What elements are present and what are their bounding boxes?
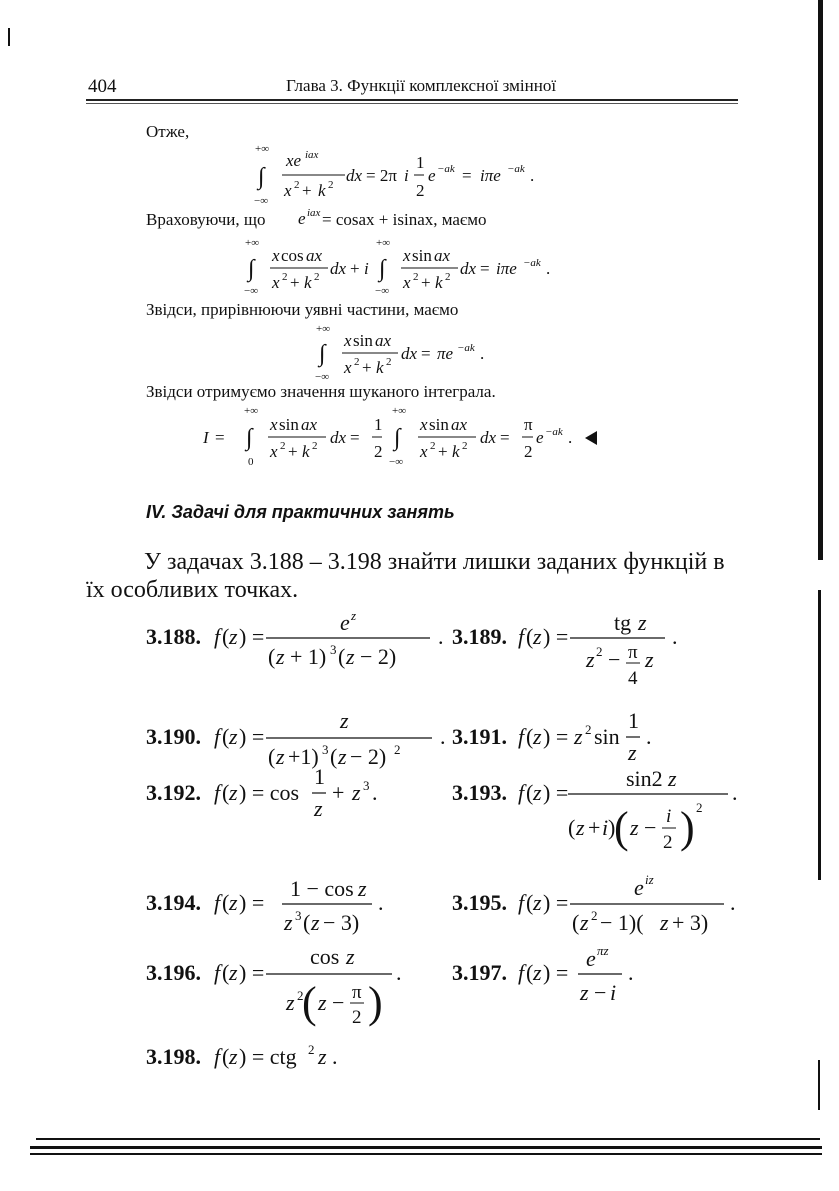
- svg-text:dx: dx: [346, 166, 363, 185]
- formula-integral-4: [202, 405, 597, 468]
- svg-text:x: x: [270, 442, 278, 461]
- svg-text:x: x: [270, 415, 278, 434]
- svg-text:+: +: [290, 273, 300, 292]
- svg-text:i: i: [666, 806, 672, 827]
- formula-euler-exp: [298, 207, 321, 228]
- svg-text:(: (: [526, 624, 534, 649]
- svg-text:= 2π: = 2π: [366, 166, 397, 185]
- bottom-rule-3: [30, 1153, 822, 1155]
- svg-text:2: 2: [308, 1042, 315, 1057]
- svg-text:z: z: [580, 980, 589, 1005]
- svg-text:x: x: [272, 273, 280, 292]
- svg-text:x: x: [420, 415, 428, 434]
- svg-text:f: f: [214, 780, 221, 805]
- svg-text:2: 2: [394, 742, 401, 757]
- svg-text:z: z: [630, 815, 639, 840]
- svg-text:f: f: [214, 890, 221, 915]
- svg-text:−∞: −∞: [375, 285, 390, 297]
- svg-text:(: (: [526, 890, 534, 915]
- svg-text:+ 3): + 3): [672, 910, 709, 935]
- svg-text:f: f: [214, 624, 221, 649]
- svg-text:2: 2: [524, 442, 533, 461]
- svg-text:(: (: [268, 644, 276, 669]
- svg-text:1: 1: [314, 764, 325, 789]
- bottom-rule-2: [30, 1146, 822, 1149]
- problem-3-198: [146, 1042, 338, 1069]
- svg-text:2: 2: [445, 271, 451, 283]
- chapter-title: Глава 3. Функції комплексної змінної: [286, 76, 557, 95]
- svg-text:∫: ∫: [258, 164, 265, 190]
- text-otzhe: Отже,: [146, 122, 190, 141]
- svg-text:.: .: [646, 724, 652, 749]
- svg-text:−: −: [644, 815, 657, 840]
- svg-text:−∞: −∞: [315, 371, 330, 383]
- svg-text:2: 2: [280, 440, 286, 452]
- svg-text:+: +: [288, 442, 298, 461]
- svg-text:f: f: [518, 890, 525, 915]
- svg-text:ax: ax: [434, 246, 451, 265]
- svg-text:sin: sin: [279, 415, 299, 434]
- svg-text:3.191.: 3.191.: [452, 724, 507, 749]
- svg-text:−∞: −∞: [244, 285, 259, 297]
- svg-text:3: 3: [295, 908, 302, 923]
- svg-text:k: k: [376, 358, 384, 377]
- svg-text:z: z: [229, 1044, 238, 1069]
- svg-text:3.192.: 3.192.: [146, 780, 201, 805]
- svg-text:f: f: [214, 960, 221, 985]
- svg-text:3.193.: 3.193.: [452, 780, 507, 805]
- svg-text:e: e: [340, 610, 350, 635]
- svg-text:− 3): − 3): [323, 910, 360, 935]
- svg-text:2: 2: [663, 832, 673, 853]
- svg-text:z: z: [276, 744, 285, 769]
- svg-text:2: 2: [374, 442, 383, 461]
- svg-text:ax: ax: [375, 331, 392, 350]
- svg-text:sin: sin: [353, 331, 373, 350]
- problem-3-192: [146, 764, 378, 821]
- svg-text:i: i: [610, 980, 617, 1005]
- text-vrakhovuiuchy: Враховуючи, що: [146, 210, 266, 229]
- svg-text:=: =: [421, 344, 431, 363]
- svg-text:z: z: [340, 708, 349, 733]
- svg-text:k: k: [452, 442, 460, 461]
- problem-3-197: [452, 943, 634, 1005]
- text-zvidsy-1: Звідси, прирівнюючи уявні частини, маємо: [146, 300, 459, 319]
- svg-text:=: =: [462, 166, 472, 185]
- svg-text:2: 2: [352, 1007, 362, 1028]
- svg-text:+∞: +∞: [244, 405, 259, 417]
- svg-text:2: 2: [314, 271, 320, 283]
- svg-text:π: π: [524, 415, 533, 434]
- page-number: 404: [88, 76, 117, 97]
- problems-intro: [86, 548, 746, 604]
- svg-text:.: .: [530, 166, 535, 185]
- svg-text:2: 2: [416, 181, 425, 200]
- svg-text:1: 1: [416, 153, 425, 172]
- svg-text:z: z: [229, 780, 238, 805]
- svg-text:∫: ∫: [248, 256, 255, 282]
- svg-text:− 1)(: − 1)(: [600, 910, 644, 935]
- svg-text:(: (: [614, 803, 629, 852]
- svg-text:f: f: [518, 960, 525, 985]
- svg-text:) =: ) =: [543, 724, 569, 749]
- svg-text:3.195.: 3.195.: [452, 890, 507, 915]
- svg-text:1: 1: [628, 708, 639, 733]
- svg-text:−: −: [608, 647, 621, 672]
- svg-text:−∞: −∞: [254, 195, 269, 207]
- svg-text:z: z: [628, 740, 637, 765]
- svg-text:z: z: [338, 744, 347, 769]
- svg-text:(: (: [222, 1044, 230, 1069]
- svg-text:I: I: [203, 428, 209, 447]
- svg-text:(: (: [302, 978, 317, 1027]
- svg-text:−ak: −ak: [523, 257, 541, 269]
- svg-text:(: (: [222, 960, 230, 985]
- svg-text:z: z: [586, 647, 595, 672]
- svg-text:) =: ) =: [543, 780, 569, 805]
- svg-text:z: z: [284, 910, 293, 935]
- svg-text:π: π: [628, 642, 638, 663]
- svg-text:1 − cos: 1 − cos: [290, 876, 354, 901]
- svg-text:z: z: [276, 644, 285, 669]
- svg-text:z: z: [533, 960, 542, 985]
- svg-text:x: x: [284, 181, 292, 200]
- svg-text:(: (: [303, 910, 311, 935]
- svg-text:x: x: [344, 358, 352, 377]
- svg-text:2: 2: [354, 356, 360, 368]
- svg-text:z: z: [229, 890, 238, 915]
- svg-text:e: e: [428, 166, 436, 185]
- svg-text:(: (: [222, 724, 230, 749]
- svg-text:.: .: [372, 780, 378, 805]
- svg-text:πz: πz: [597, 943, 609, 958]
- svg-text:k: k: [302, 442, 310, 461]
- svg-text:+: +: [438, 442, 448, 461]
- svg-text:=: =: [480, 259, 490, 278]
- svg-text:xe: xe: [286, 151, 302, 170]
- svg-text:z: z: [229, 960, 238, 985]
- svg-text:f: f: [518, 780, 525, 805]
- svg-text:z: z: [352, 780, 361, 805]
- svg-text:sin: sin: [594, 724, 620, 749]
- svg-text:): ): [608, 815, 616, 840]
- svg-text:f: f: [518, 624, 525, 649]
- svg-text:(: (: [330, 744, 338, 769]
- svg-text:f: f: [214, 1044, 221, 1069]
- svg-text:=: =: [350, 428, 360, 447]
- formula-integral-1: [254, 143, 534, 207]
- svg-text:sin2: sin2: [626, 766, 663, 791]
- svg-text:sin: sin: [429, 415, 449, 434]
- svg-text:+∞: +∞: [255, 143, 270, 155]
- svg-text:dx: dx: [330, 259, 347, 278]
- svg-text:z: z: [286, 990, 295, 1015]
- svg-text:2: 2: [294, 179, 300, 191]
- svg-text:f: f: [518, 724, 525, 749]
- svg-text:dx: dx: [460, 259, 477, 278]
- svg-text:): ): [368, 978, 383, 1027]
- svg-text:ax: ax: [451, 415, 468, 434]
- svg-text:z: z: [533, 890, 542, 915]
- svg-text:(: (: [222, 780, 230, 805]
- svg-text:− 2): − 2): [360, 644, 397, 669]
- svg-text:z: z: [346, 644, 355, 669]
- svg-text:2: 2: [312, 440, 318, 452]
- svg-text:=: =: [215, 428, 225, 447]
- svg-text:.: .: [438, 624, 444, 649]
- svg-text:iπe: iπe: [496, 259, 517, 278]
- svg-text:∫: ∫: [379, 256, 386, 282]
- svg-text:3.190.: 3.190.: [146, 724, 201, 749]
- svg-text:.: .: [628, 960, 634, 985]
- svg-text:i: i: [364, 259, 369, 278]
- svg-text:iax: iax: [307, 207, 321, 219]
- svg-text:z: z: [576, 815, 585, 840]
- svg-text:2: 2: [413, 271, 419, 283]
- svg-text:z: z: [533, 624, 542, 649]
- svg-text:(: (: [526, 780, 534, 805]
- svg-text:) =: ) =: [239, 724, 265, 749]
- svg-text:−ak: −ak: [507, 163, 525, 175]
- svg-text:−ak: −ak: [437, 163, 455, 175]
- svg-text:iax: iax: [305, 149, 319, 161]
- svg-text:x: x: [403, 273, 411, 292]
- svg-text:+1): +1): [288, 744, 319, 769]
- svg-text:k: k: [435, 273, 443, 292]
- svg-text:.: .: [396, 960, 402, 985]
- svg-text:∫: ∫: [394, 425, 401, 451]
- svg-text:2: 2: [282, 271, 288, 283]
- svg-text:e: e: [536, 428, 544, 447]
- svg-text:z: z: [638, 610, 647, 635]
- svg-text:3.197.: 3.197.: [452, 960, 507, 985]
- svg-text:) = cos: ) = cos: [239, 780, 300, 805]
- svg-text:−: −: [594, 980, 607, 1005]
- svg-text:z: z: [318, 1044, 327, 1069]
- svg-text:(: (: [526, 724, 534, 749]
- svg-text:2: 2: [386, 356, 392, 368]
- svg-text:z: z: [574, 724, 583, 749]
- svg-text:(: (: [568, 815, 576, 840]
- text-euler: = cosax + isinax, маємо: [322, 210, 487, 229]
- svg-text:f: f: [214, 724, 221, 749]
- svg-text:e: e: [634, 875, 644, 900]
- problem-3-188: [146, 608, 444, 669]
- svg-text:3.188.: 3.188.: [146, 624, 201, 649]
- svg-text:.: .: [378, 890, 384, 915]
- problem-3-195: [452, 872, 736, 935]
- svg-text:− 2): − 2): [350, 744, 387, 769]
- problem-3-189: [452, 610, 678, 689]
- svg-text:cos: cos: [310, 944, 340, 969]
- svg-text:z: z: [533, 724, 542, 749]
- svg-text:∫: ∫: [319, 341, 326, 367]
- svg-text:3: 3: [322, 742, 329, 757]
- svg-text:) =: ) =: [239, 624, 265, 649]
- svg-text:+∞: +∞: [245, 237, 260, 249]
- svg-text:.: .: [440, 724, 446, 749]
- svg-text:+∞: +∞: [316, 323, 331, 335]
- svg-text:e: e: [586, 946, 596, 971]
- svg-text:2: 2: [297, 988, 304, 1003]
- svg-text:2: 2: [591, 908, 598, 923]
- svg-text:(: (: [222, 890, 230, 915]
- text-zvidsy-2: Звідси отримуємо значення шуканого інтеграла.: [146, 382, 496, 401]
- svg-text:3: 3: [363, 778, 370, 793]
- svg-text:z: z: [358, 876, 367, 901]
- svg-text:x: x: [344, 331, 352, 350]
- problem-3-190: [146, 708, 446, 769]
- svg-text:cos: cos: [281, 246, 304, 265]
- svg-text:2: 2: [696, 800, 703, 815]
- svg-text:) =: ) =: [543, 960, 569, 985]
- svg-text:.: .: [672, 624, 678, 649]
- svg-text:z: z: [580, 910, 589, 935]
- svg-text:2: 2: [585, 722, 592, 737]
- svg-text:.: .: [730, 890, 736, 915]
- svg-text:z: z: [645, 647, 654, 672]
- svg-text:3.194.: 3.194.: [146, 890, 201, 915]
- problems-intro-text: У задачах 3.188 – 3.198 знайти лишки заданих функцій в їх особливих точках.: [86, 549, 725, 603]
- svg-text:z: z: [314, 796, 323, 821]
- svg-text:π: π: [352, 982, 362, 1003]
- problem-3-191: [452, 708, 652, 765]
- svg-text:) =: ) =: [239, 890, 265, 915]
- svg-text:4: 4: [628, 668, 638, 689]
- svg-text:∫: ∫: [246, 425, 253, 451]
- svg-text:iz: iz: [645, 872, 654, 887]
- svg-text:k: k: [304, 273, 312, 292]
- svg-text:(: (: [572, 910, 580, 935]
- svg-text:) = ctg: ) = ctg: [239, 1044, 297, 1069]
- svg-text:ax: ax: [306, 246, 323, 265]
- formula-integral-3: [315, 323, 484, 383]
- svg-text:z: z: [668, 766, 677, 791]
- svg-text:3.198.: 3.198.: [146, 1044, 201, 1069]
- svg-text:−: −: [332, 990, 345, 1015]
- svg-text:+: +: [362, 358, 372, 377]
- svg-text:z: z: [229, 624, 238, 649]
- svg-text:3: 3: [330, 642, 337, 657]
- svg-text:z: z: [533, 780, 542, 805]
- svg-text:=: =: [500, 428, 510, 447]
- svg-text:.: .: [480, 344, 485, 363]
- svg-text:−∞: −∞: [389, 456, 404, 468]
- svg-text:z: z: [311, 910, 320, 935]
- svg-text:dx: dx: [330, 428, 347, 447]
- svg-text:πe: πe: [437, 344, 454, 363]
- svg-text:dx: dx: [480, 428, 497, 447]
- svg-text:x: x: [403, 246, 411, 265]
- svg-text:) =: ) =: [239, 960, 265, 985]
- svg-text:−ak: −ak: [457, 342, 475, 354]
- svg-text:+∞: +∞: [392, 405, 407, 417]
- svg-text:tg: tg: [614, 610, 632, 635]
- svg-text:.: .: [332, 1044, 338, 1069]
- svg-text:.: .: [546, 259, 551, 278]
- problem-3-194: [146, 876, 384, 935]
- svg-text:ax: ax: [301, 415, 318, 434]
- svg-text:−ak: −ak: [545, 426, 563, 438]
- svg-text:1: 1: [374, 415, 383, 434]
- svg-text:z: z: [318, 990, 327, 1015]
- svg-text:(: (: [222, 624, 230, 649]
- svg-text:e: e: [298, 209, 306, 228]
- svg-text:.: .: [568, 428, 573, 447]
- svg-text:(: (: [526, 960, 534, 985]
- svg-text:z: z: [351, 608, 357, 623]
- svg-text:): ): [680, 803, 695, 852]
- svg-text:+: +: [350, 259, 360, 278]
- svg-text:+: +: [302, 181, 312, 200]
- svg-text:+ 1): + 1): [290, 644, 327, 669]
- svg-text:0: 0: [248, 456, 254, 468]
- svg-text:i: i: [602, 815, 609, 840]
- svg-text:(: (: [338, 644, 346, 669]
- problem-3-196: [146, 944, 402, 1028]
- formula-integral-2: [244, 237, 550, 297]
- svg-text:+∞: +∞: [376, 237, 391, 249]
- svg-text:+: +: [332, 780, 345, 805]
- svg-text:iπe: iπe: [480, 166, 501, 185]
- svg-text:3.196.: 3.196.: [146, 960, 201, 985]
- svg-text:x: x: [420, 442, 428, 461]
- svg-text:z: z: [346, 944, 355, 969]
- svg-text:z: z: [660, 910, 669, 935]
- section-title: IV. Задачі для практичних занять: [146, 502, 455, 522]
- svg-text:) =: ) =: [543, 624, 569, 649]
- svg-text:) =: ) =: [543, 890, 569, 915]
- svg-text:z: z: [229, 724, 238, 749]
- svg-text:.: .: [732, 780, 738, 805]
- svg-text:x: x: [272, 246, 280, 265]
- bottom-rule-1: [36, 1138, 820, 1140]
- svg-text:2: 2: [462, 440, 468, 452]
- svg-text:+: +: [588, 815, 601, 840]
- problem-3-193: [452, 766, 738, 853]
- svg-text:2: 2: [328, 179, 334, 191]
- svg-text:i: i: [404, 166, 409, 185]
- svg-text:(: (: [268, 744, 276, 769]
- svg-text:3.189.: 3.189.: [452, 624, 507, 649]
- svg-text:k: k: [318, 181, 326, 200]
- svg-text:+: +: [421, 273, 431, 292]
- svg-text:sin: sin: [412, 246, 432, 265]
- svg-text:2: 2: [430, 440, 436, 452]
- svg-text:dx: dx: [401, 344, 418, 363]
- svg-text:2: 2: [596, 644, 603, 659]
